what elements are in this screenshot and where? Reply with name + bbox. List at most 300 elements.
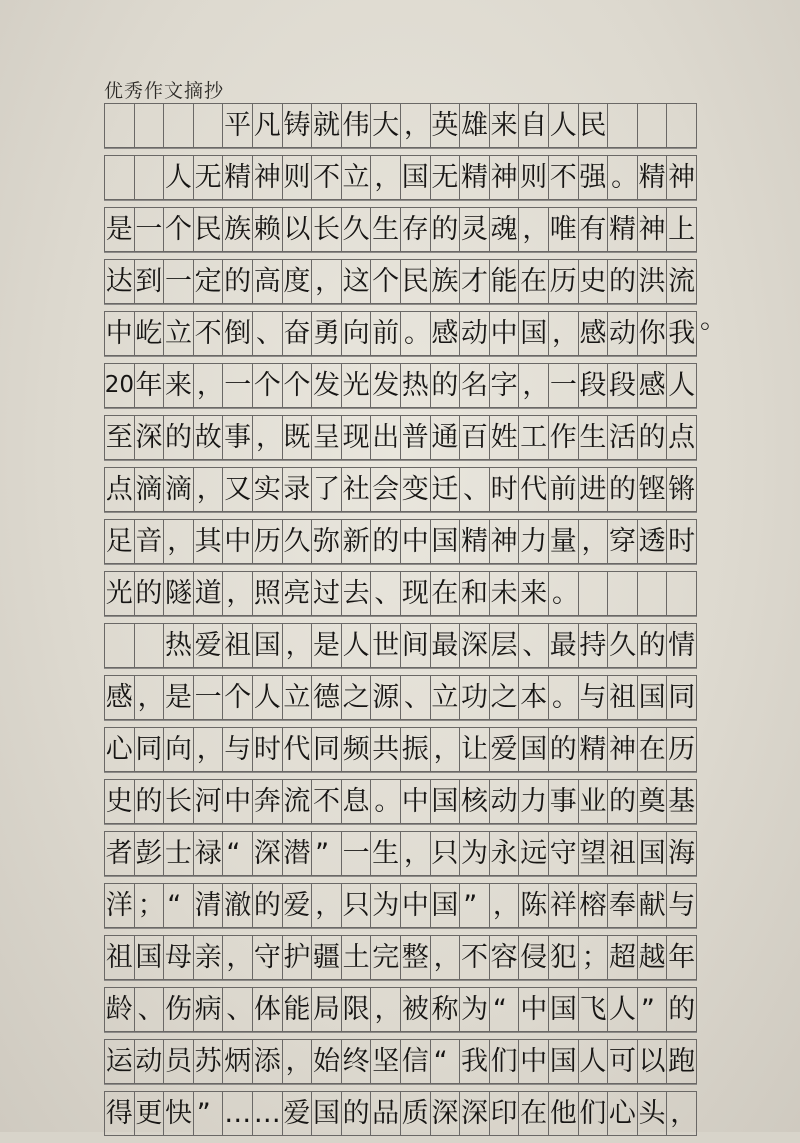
grid-cell: 病	[194, 988, 224, 1031]
grid-cell: 人	[342, 624, 372, 667]
grid-cell: 同	[135, 728, 165, 771]
grid-cell: ；	[579, 936, 609, 979]
grid-cell: 是	[164, 676, 194, 719]
grid-row	[104, 1039, 697, 1084]
grid-cell: 年	[667, 936, 697, 979]
grid-cell: 的	[371, 520, 401, 563]
grid-cell: 你	[638, 312, 668, 355]
grid-cell: 犯	[549, 936, 579, 979]
grid-cell: 整	[401, 936, 431, 979]
grid-cell: 代	[283, 728, 313, 771]
grid-cell: 个	[283, 364, 313, 407]
grid-cell	[194, 104, 224, 147]
grid-cell: 力	[519, 780, 549, 823]
grid-cell: 土	[342, 936, 372, 979]
grid-cell: 史	[579, 260, 609, 303]
grid-row	[104, 571, 697, 616]
grid-cell: 来	[164, 364, 194, 407]
grid-cell: 守	[253, 936, 283, 979]
grid-cell: 精	[638, 156, 668, 199]
grid-cell: 的	[135, 572, 165, 615]
grid-cell: ，	[283, 1040, 313, 1083]
grid-cell: 的	[608, 468, 638, 511]
grid-cell: 国	[519, 312, 549, 355]
grid-cell: 们	[490, 1040, 520, 1083]
grid-cell: 国	[549, 988, 579, 1031]
grid-cell: 不	[194, 312, 224, 355]
grid-cell: 时	[253, 728, 283, 771]
grid-cell: ；	[135, 884, 165, 927]
grid-cell: 精	[579, 728, 609, 771]
grid-cell: 之	[342, 676, 372, 719]
grid-cell: 动	[135, 1040, 165, 1083]
grid-cell: 越	[638, 936, 668, 979]
grid-cell: 中	[105, 312, 135, 355]
grid-cell: 段	[579, 364, 609, 407]
grid-cell: 。	[549, 676, 579, 719]
grid-cell: 个	[164, 208, 194, 251]
grid-cell: 发	[312, 364, 342, 407]
grid-cell: 只	[431, 832, 461, 875]
grid-cell: 和	[460, 572, 490, 615]
grid-cell: 神	[608, 728, 638, 771]
grid-cell: 屹	[135, 312, 165, 355]
grid-cell: 同	[667, 676, 697, 719]
grid-cell: 人	[608, 988, 638, 1031]
grid-cell: 历	[549, 260, 579, 303]
grid-cell: 久	[608, 624, 638, 667]
grid-cell: 国	[431, 884, 461, 927]
grid-cell: 快	[164, 1092, 194, 1135]
grid-cell: 未	[490, 572, 520, 615]
grid-cell: 同	[312, 728, 342, 771]
grid-cell: 人	[579, 1040, 609, 1083]
grid-cell: 奉	[608, 884, 638, 927]
grid-cell: 亲	[194, 936, 224, 979]
grid-cell: 立	[283, 676, 313, 719]
grid-cell: 国	[431, 520, 461, 563]
grid-cell: 远	[519, 832, 549, 875]
grid-cell: ，	[667, 1092, 697, 1135]
grid-cell: 最	[549, 624, 579, 667]
grid-cell: 道	[194, 572, 224, 615]
grid-cell: 英	[431, 104, 461, 147]
grid-cell: 在	[519, 1092, 549, 1135]
grid-cell: 长	[164, 780, 194, 823]
grid-cell: ”	[638, 988, 668, 1031]
grid-cell: 族	[431, 260, 461, 303]
grid-row	[104, 519, 697, 564]
grid-cell: ，	[371, 156, 401, 199]
grid-cell: 振	[401, 728, 431, 771]
grid-cell: 神	[490, 156, 520, 199]
grid-cell: ，	[401, 104, 431, 147]
grid-cell: 、	[223, 988, 253, 1031]
grid-cell: 我	[460, 1040, 490, 1083]
grid-cell: 铸	[283, 104, 313, 147]
grid-cell: 年	[135, 364, 165, 407]
grid-cell: 世	[371, 624, 401, 667]
grid-cell: 一	[164, 260, 194, 303]
grid-cell: 心	[608, 1092, 638, 1135]
grid-cell: 勇	[312, 312, 342, 355]
grid-cell: 国	[549, 1040, 579, 1083]
grid-cell: 、	[371, 572, 401, 615]
grid-cell: 中	[490, 312, 520, 355]
grid-cell: 一	[135, 208, 165, 251]
grid-row	[104, 207, 697, 252]
grid-cell: 滴	[164, 468, 194, 511]
grid-cell: 民	[194, 208, 224, 251]
grid-cell: 族	[223, 208, 253, 251]
grid-cell: 在	[431, 572, 461, 615]
grid-cell: 能	[283, 988, 313, 1031]
grid-cell: 中	[401, 520, 431, 563]
grid-cell: 段	[608, 364, 638, 407]
grid-cell: 发	[371, 364, 401, 407]
grid-cell: 足	[105, 520, 135, 563]
grid-cell: 深	[431, 1092, 461, 1135]
grid-cell: 头	[638, 1092, 668, 1135]
grid-cell: 层	[490, 624, 520, 667]
grid-cell: 得	[105, 1092, 135, 1135]
grid-cell: 国	[253, 624, 283, 667]
grid-cell: 普	[401, 416, 431, 459]
grid-cell: 爱	[194, 624, 224, 667]
grid-cell: 限	[342, 988, 372, 1031]
grid-cell: 力	[519, 520, 549, 563]
grid-cell	[135, 104, 165, 147]
grid-cell: 我	[667, 312, 697, 355]
grid-cell: 心	[105, 728, 135, 771]
grid-cell: 的	[253, 884, 283, 927]
grid-cell: 热	[164, 624, 194, 667]
grid-cell: 的	[638, 624, 668, 667]
grid-cell: “	[223, 832, 253, 875]
grid-cell: 让	[460, 728, 490, 771]
grid-cell: 终	[342, 1040, 372, 1083]
grid-cell: 体	[253, 988, 283, 1031]
grid-cell: 与	[223, 728, 253, 771]
grid-cell: 度	[283, 260, 313, 303]
grid-cell: 光	[342, 364, 372, 407]
grid-cell: 添	[253, 1040, 283, 1083]
grid-cell: 录	[283, 468, 313, 511]
grid-cell: 感	[579, 312, 609, 355]
grid-cell: 中	[519, 1040, 549, 1083]
grid-cell: 社	[342, 468, 372, 511]
grid-cell: 品	[371, 1092, 401, 1135]
grid-cell: 音	[135, 520, 165, 563]
grid-cell: 伟	[342, 104, 372, 147]
grid-cell: 中	[223, 780, 253, 823]
grid-cell: 百	[460, 416, 490, 459]
grid-cell	[667, 104, 697, 147]
grid-cell: 祥	[549, 884, 579, 927]
grid-cell: ，	[401, 832, 431, 875]
grid-cell: 疆	[312, 936, 342, 979]
grid-cell: ，	[519, 364, 549, 407]
grid-cell	[105, 624, 135, 667]
grid-cell: 一	[194, 676, 224, 719]
grid-cell: 透	[638, 520, 668, 563]
grid-cell: 的	[549, 728, 579, 771]
grid-cell: 有	[579, 208, 609, 251]
grid-cell: 存	[401, 208, 431, 251]
grid-cell: 生	[371, 832, 401, 875]
grid-cell: 大	[371, 104, 401, 147]
grid-cell: 频	[342, 728, 372, 771]
grid-cell: 不	[460, 936, 490, 979]
grid-cell: 奔	[253, 780, 283, 823]
grid-cell: 爱	[283, 884, 313, 927]
grid-cell: 不	[312, 156, 342, 199]
grid-cell: 的	[223, 260, 253, 303]
grid-cell: 光	[105, 572, 135, 615]
grid-cell: 字	[490, 364, 520, 407]
grid-cell: 的	[135, 780, 165, 823]
grid-cell: ，	[194, 728, 224, 771]
grid-cell	[135, 156, 165, 199]
grid-cell: 感	[431, 312, 461, 355]
grid-cell: ，	[490, 884, 520, 927]
grid-cell: 、	[401, 676, 431, 719]
grid-cell: 过	[312, 572, 342, 615]
grid-cell: 共	[371, 728, 401, 771]
grid-cell: 精	[460, 156, 490, 199]
grid-cell: 以	[283, 208, 313, 251]
grid-cell: 奋	[283, 312, 313, 355]
grid-cell: 动	[460, 312, 490, 355]
grid-cell: 国	[519, 728, 549, 771]
page-header: 优秀作文摘抄	[104, 80, 225, 102]
grid-cell: 这	[342, 260, 372, 303]
grid-cell: 神	[638, 208, 668, 251]
grid-cell: 与	[579, 676, 609, 719]
grid-cell: 国	[431, 780, 461, 823]
grid-cell: 定	[194, 260, 224, 303]
grid-cell: 的	[667, 988, 697, 1031]
grid-cell: 高	[253, 260, 283, 303]
grid-cell: 运	[105, 1040, 135, 1083]
grid-cell: ，	[223, 936, 253, 979]
grid-cell: 洪	[638, 260, 668, 303]
grid-cell: 国	[638, 676, 668, 719]
grid-cell: 河	[194, 780, 224, 823]
grid-cell: 深	[460, 624, 490, 667]
grid-cell: 迁	[431, 468, 461, 511]
grid-cell: …	[253, 1092, 283, 1135]
grid-cell: 才	[460, 260, 490, 303]
grid-cell: 一	[549, 364, 579, 407]
grid-cell: 时	[667, 520, 697, 563]
grid-cell: 始	[312, 1040, 342, 1083]
grid-cell: 滴	[135, 468, 165, 511]
grid-cell: ，	[253, 416, 283, 459]
grid-cell: ，	[549, 312, 579, 355]
grid-cell: 个	[371, 260, 401, 303]
grid-cell: ，	[312, 260, 342, 303]
grid-row	[104, 467, 697, 512]
grid-cell: 通	[431, 416, 461, 459]
grid-cell: ，	[312, 884, 342, 927]
grid-cell: 国	[638, 832, 668, 875]
grid-cell: 进	[579, 468, 609, 511]
grid-cell: ，	[579, 520, 609, 563]
grid-cell: 20	[105, 364, 135, 407]
grid-cell: 向	[164, 728, 194, 771]
grid-cell: 立	[164, 312, 194, 355]
grid-cell: 中	[401, 780, 431, 823]
grid-cell	[105, 104, 135, 147]
grid-cell: 母	[164, 936, 194, 979]
grid-cell: 流	[283, 780, 313, 823]
grid-cell: 源	[371, 676, 401, 719]
grid-cell: 亮	[283, 572, 313, 615]
grid-cell: 了	[312, 468, 342, 511]
grid-cell: 动	[608, 312, 638, 355]
grid-cell: 护	[283, 936, 313, 979]
grid-cell: 唯	[549, 208, 579, 251]
grid-cell: 来	[490, 104, 520, 147]
grid-row	[104, 987, 697, 1032]
grid-cell: 名	[460, 364, 490, 407]
grid-cell: 作	[549, 416, 579, 459]
grid-cell: 立	[431, 676, 461, 719]
grid-cell: 国	[401, 156, 431, 199]
grid-cell: 强	[579, 156, 609, 199]
grid-cell: 凡	[253, 104, 283, 147]
grid-cell: 锵	[667, 468, 697, 511]
grid-cell: 呈	[312, 416, 342, 459]
grid-cell: 会	[371, 468, 401, 511]
grid-cell: 奠	[638, 780, 668, 823]
grid-cell: ，	[135, 676, 165, 719]
grid-cell: …	[223, 1092, 253, 1135]
grid-cell: ，	[223, 572, 253, 615]
grid-cell	[608, 104, 638, 147]
grid-cell: 个	[253, 364, 283, 407]
grid-cell: 变	[401, 468, 431, 511]
grid-cell: ，	[431, 728, 461, 771]
grid-cell: 人	[253, 676, 283, 719]
grid-cell: 出	[371, 416, 401, 459]
grid-cell: 容	[490, 936, 520, 979]
composition-grid	[104, 103, 697, 1143]
grid-cell: 祖	[608, 832, 638, 875]
grid-cell: 的	[342, 1092, 372, 1135]
grid-cell: 的	[608, 260, 638, 303]
grid-cell: 照	[253, 572, 283, 615]
grid-cell: 弥	[312, 520, 342, 563]
grid-cell: 印	[490, 1092, 520, 1135]
grid-cell: 无	[194, 156, 224, 199]
grid-cell: 士	[164, 832, 194, 875]
grid-cell: 以	[638, 1040, 668, 1083]
grid-cell: 生	[579, 416, 609, 459]
grid-cell: 为	[460, 832, 490, 875]
grid-cell	[135, 624, 165, 667]
grid-cell: 飞	[579, 988, 609, 1031]
grid-cell: “	[164, 884, 194, 927]
grid-cell: 民	[579, 104, 609, 147]
grid-cell: 称	[431, 988, 461, 1031]
grid-cell: 的	[638, 416, 668, 459]
grid-cell: 实	[253, 468, 283, 511]
grid-cell: 。	[401, 312, 431, 355]
grid-cell: 自	[519, 104, 549, 147]
grid-cell: 前	[371, 312, 401, 355]
grid-cell: 量	[549, 520, 579, 563]
grid-cell: 是	[105, 208, 135, 251]
grid-cell: ，	[371, 988, 401, 1031]
grid-cell: 献	[638, 884, 668, 927]
grid-cell: 之	[490, 676, 520, 719]
grid-cell	[164, 104, 194, 147]
grid-cell: 永	[490, 832, 520, 875]
grid-cell: ，	[431, 936, 461, 979]
grid-cell: 中	[401, 884, 431, 927]
grid-cell: ”	[460, 884, 490, 927]
grid-cell: 与	[667, 884, 697, 927]
grid-cell: 深	[253, 832, 283, 875]
grid-row	[104, 831, 697, 876]
grid-cell: 坚	[371, 1040, 401, 1083]
grid-row	[104, 727, 697, 772]
grid-cell: 就	[312, 104, 342, 147]
grid-cell: 本	[519, 676, 549, 719]
grid-cell: 人	[549, 104, 579, 147]
grid-cell: 核	[460, 780, 490, 823]
grid-cell: 祖	[223, 624, 253, 667]
grid-row	[104, 935, 697, 980]
grid-cell: 历	[253, 520, 283, 563]
grid-cell: 则	[519, 156, 549, 199]
grid-cell: ，	[164, 520, 194, 563]
grid-cell: 完	[371, 936, 401, 979]
grid-cell: 久	[283, 520, 313, 563]
grid-cell	[638, 572, 668, 615]
grid-cell: 基	[667, 780, 697, 823]
grid-cell: 间	[401, 624, 431, 667]
grid-cell: 一	[223, 364, 253, 407]
grid-cell: 是	[312, 624, 342, 667]
grid-cell: 至	[105, 416, 135, 459]
grid-cell: 的	[608, 780, 638, 823]
grid-cell: 伤	[164, 988, 194, 1031]
grid-cell: 一	[342, 832, 372, 875]
grid-cell: 生	[371, 208, 401, 251]
grid-cell: 铿	[638, 468, 668, 511]
grid-cell: 炳	[223, 1040, 253, 1083]
grid-cell: 德	[312, 676, 342, 719]
grid-cell: 信	[401, 1040, 431, 1083]
grid-cell: 动	[490, 780, 520, 823]
grid-cell: 跑	[667, 1040, 697, 1083]
grid-row	[104, 779, 697, 824]
grid-cell: 陈	[519, 884, 549, 927]
grid-cell: 长	[312, 208, 342, 251]
grid-cell: 时	[490, 468, 520, 511]
grid-cell: “	[431, 1040, 461, 1083]
grid-cell: 灵	[460, 208, 490, 251]
grid-cell: 国	[312, 1092, 342, 1135]
grid-cell: ”	[194, 1092, 224, 1135]
grid-cell: 倒	[223, 312, 253, 355]
grid-cell: 禄	[194, 832, 224, 875]
grid-cell: 现	[401, 572, 431, 615]
grid-cell: 隧	[164, 572, 194, 615]
